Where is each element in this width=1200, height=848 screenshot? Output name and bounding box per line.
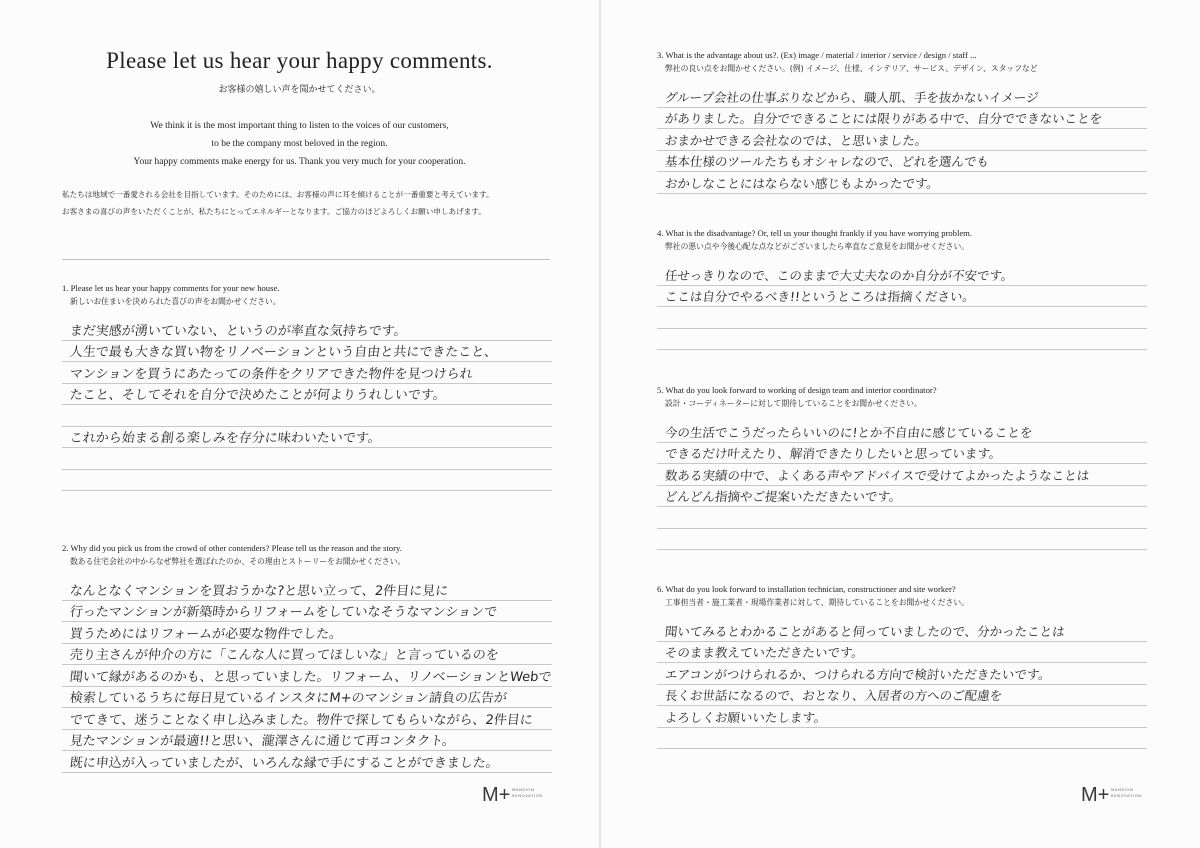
question-2-english: 2. Why did you pick us from the crowd of other contenders? Please tell us the reason and the story. [62, 543, 402, 553]
handwritten-text: 今の生活でこうだったらいいのに!とか不自由に感じていることを [664, 424, 1034, 440]
answer-line [657, 329, 1147, 351]
answer-line [657, 507, 1147, 529]
answer-line [62, 427, 552, 449]
page-right [601, 0, 1200, 848]
answer-line [657, 307, 1147, 329]
question-3-english: 3. What is the advantage about us?. (Ex) image / material / interior / service / design / staff ... [657, 50, 977, 60]
answer-line [62, 601, 552, 623]
question-5-japanese: 設計・コーディネーターに対して期待していることをお聞かせください。 [665, 399, 922, 408]
question-1-english: 1. Please let us hear your happy comments for your new house. [62, 283, 280, 293]
handwritten-text: おかしなことにはならない感じもよかったです。 [664, 175, 940, 191]
answer-line [62, 665, 552, 687]
handwritten-text: マンションを買うにあたっての条件をクリアできた物件を見つけられ [69, 366, 474, 382]
answer-line [62, 708, 552, 730]
question-3 [657, 49, 1147, 194]
answer-line [657, 86, 1147, 108]
answer-line [62, 622, 552, 644]
question-2-japanese: 数ある住宅会社の中からなぜ弊社を選ばれたのか、その理由とストーリーをお聞かせください。 [70, 557, 406, 566]
question-3-answer [657, 86, 1147, 194]
logo-tagline [1111, 787, 1142, 799]
logo-tagline-1: MANSION [1111, 787, 1134, 792]
handwritten-text: 売り主さんが仲介の方に「こんな人に買ってほしいな」と言っているのを [69, 648, 500, 663]
answer-line [62, 341, 552, 363]
intro-english [0, 117, 599, 171]
brand-logo-right [1081, 784, 1142, 806]
answer-line [657, 663, 1147, 685]
page-left [0, 0, 599, 848]
question-1-japanese: 新しいお住まいを決められた喜びの声をお聞かせください。 [70, 297, 281, 306]
answer-line [657, 642, 1147, 664]
handwritten-text: なんとなくマンションを買おうかな?と思い立って、2件目に見に [69, 583, 449, 599]
handwritten-text: 買うためにはリフォームが必要な物件でした。 [69, 626, 343, 642]
question-5 [657, 384, 1147, 550]
handwritten-text: 任せっきりなので、このままで大丈夫なのか自分が不安です。 [664, 267, 1015, 283]
page-title: Please let us hear your happy comments. [106, 48, 493, 73]
intro-ja-line: お客さまの喜びの声をいただくことが、私たちにとってエネルギーとなります。ご協力のほどよろしくお願い申しあげます。 [62, 207, 486, 216]
answer-line [657, 264, 1147, 286]
answer-line [62, 470, 552, 492]
handwritten-text: 数ある実績の中で、よくある声やアドバイスで受けてよかったようなことは [664, 467, 1091, 483]
question-4-english: 4. What is the disadvantage? Or, tell us your thought frankly if you have worrying problem. [657, 228, 973, 238]
handwritten-text: 基本仕様のツールたちもオシャレなので、どれを選んでも [664, 154, 990, 169]
intro-line: We think it is the most important thing to listen to the voices of our customers, [150, 121, 449, 131]
answer-line [657, 286, 1147, 308]
answer-line [657, 486, 1147, 508]
handwritten-text: 既に申込が入っていましたが、いろんな縁で手にすることができました。 [69, 755, 500, 771]
question-1-answer [62, 319, 552, 491]
page-title-ja: お客様の嬉しい声を聞かせてください。 [218, 85, 381, 95]
logo-tagline-2: RENOVATION [512, 793, 543, 798]
question-5-answer [657, 421, 1147, 550]
answer-line [62, 730, 552, 752]
handwritten-text: エアコンがつけられるか、つけられる方向で検討いただきたいです。 [664, 666, 1052, 682]
handwritten-text: 長くお世話になるので、おとなり、入居者の方へのご配慮を [664, 688, 1004, 703]
answer-line [657, 108, 1147, 130]
question-2 [62, 542, 552, 773]
handwritten-text: そのまま教えていただきたいです。 [664, 645, 865, 660]
handwritten-text: 行ったマンションが新築時からリフォームをしていなそうなマンションで [69, 605, 498, 620]
answer-line [657, 685, 1147, 707]
handwritten-text: グループ会社の仕事ぶりなどから、職人肌、手を抜かないイメージ [664, 89, 1040, 105]
logo-mark: M+ [482, 784, 511, 806]
question-4-answer [657, 264, 1147, 350]
answer-line [62, 384, 552, 406]
logo-tagline-2: RENOVATION [1111, 793, 1142, 798]
answer-line [62, 362, 552, 384]
question-3-japanese: 弊社の良い点をお聞かせください。(例) イメージ、仕様、インテリア、サービス、デザイン、スタッフなど [665, 64, 1038, 73]
handwritten-text: ここは自分でやるべき!!というところは指摘ください。 [664, 289, 976, 304]
logo-mark: M+ [1081, 784, 1110, 806]
handwritten-text: 見たマンションが最適!!と思い、瀧澤さんに通じて再コンタクト。 [69, 734, 456, 749]
answer-line [62, 448, 552, 470]
question-4-japanese: 弊社の悪い点や今後心配な点などがございましたら率直なご意見をお聞かせください。 [665, 242, 970, 251]
question-6-answer [657, 620, 1147, 749]
handwritten-text: おまかせできる会社なのでは、と思いました。 [664, 132, 929, 148]
logo-tagline [512, 787, 543, 799]
handwritten-text: がありました。自分でできることには限りがある中で、自分でできないことを [664, 111, 1104, 126]
logo-tagline-1: MANSION [512, 787, 535, 792]
divider [62, 259, 550, 260]
question-2-answer [62, 579, 552, 773]
handwritten-text: これから始まる創る楽しみを存分に味わいたいです。 [69, 431, 382, 446]
handwritten-text: 聞いてみるとわかることがあると伺っていましたので、分かったことは [664, 623, 1066, 639]
question-6-english: 6. What do you look forward to installation technician, constructioner and site worker? [657, 584, 956, 594]
question-6-japanese: 工事担当者・施工業者・現場作業者に対して、期待していることをお聞かせください。 [665, 598, 969, 607]
brand-logo-left [482, 784, 543, 806]
handwritten-text: たこと、そしてそれを自分で決めたことが何よりうれしいです。 [69, 388, 447, 403]
answer-line [657, 464, 1147, 486]
question-5-english: 5. What do you look forward to working of design team and interior coordinator? [657, 385, 937, 395]
answer-line [657, 421, 1147, 443]
question-1 [62, 282, 552, 491]
handwritten-text: まだ実感が湧いていない、というのが率直な気持ちです。 [69, 323, 408, 339]
question-4 [657, 227, 1147, 350]
answer-line [657, 172, 1147, 194]
answer-line [657, 443, 1147, 465]
answer-line [62, 687, 552, 709]
handwritten-text: よろしくお願いいたします。 [664, 709, 828, 725]
answer-line [657, 620, 1147, 642]
intro-ja-line: 私たちは地域で一番愛される会社を目指しています。そのためには、お客様の声に耳を傾けることが一番重要と考えています。 [62, 190, 494, 199]
handwritten-text: でてきて、迷うことなく申し込みました。物件で探してもらいながら、2件目に [69, 712, 534, 728]
intro-japanese [62, 186, 552, 220]
handwritten-text: 検索しているうちに毎日見ているインスタにM+のマンション請負の広告が [69, 691, 508, 706]
answer-line [62, 405, 552, 427]
answer-line [62, 751, 552, 773]
answer-line [657, 706, 1147, 728]
handwritten-text: できるだけ叶えたり、解消できたりしたいと思っています。 [664, 446, 1003, 461]
answer-line [62, 644, 552, 666]
question-6 [657, 583, 1147, 749]
intro-line: Your happy comments make energy for us. Thank you very much for your cooperation. [133, 157, 466, 167]
handwritten-text: どんどん指摘やご提案いただきたいです。 [664, 489, 903, 504]
intro-line: to be the company most beloved in the region. [211, 139, 388, 149]
answer-line [657, 529, 1147, 551]
answer-line [657, 728, 1147, 750]
handwritten-text: 聞いて縁があるのかも、と思っていました。リフォーム、リノベーションとWebで [69, 669, 553, 685]
answer-line [657, 129, 1147, 151]
answer-line [62, 579, 552, 601]
handwritten-text: 人生で最も大きな買い物をリノベーションという自由と共にできたこと、 [69, 345, 499, 360]
answer-line [62, 319, 552, 341]
answer-line [657, 151, 1147, 173]
